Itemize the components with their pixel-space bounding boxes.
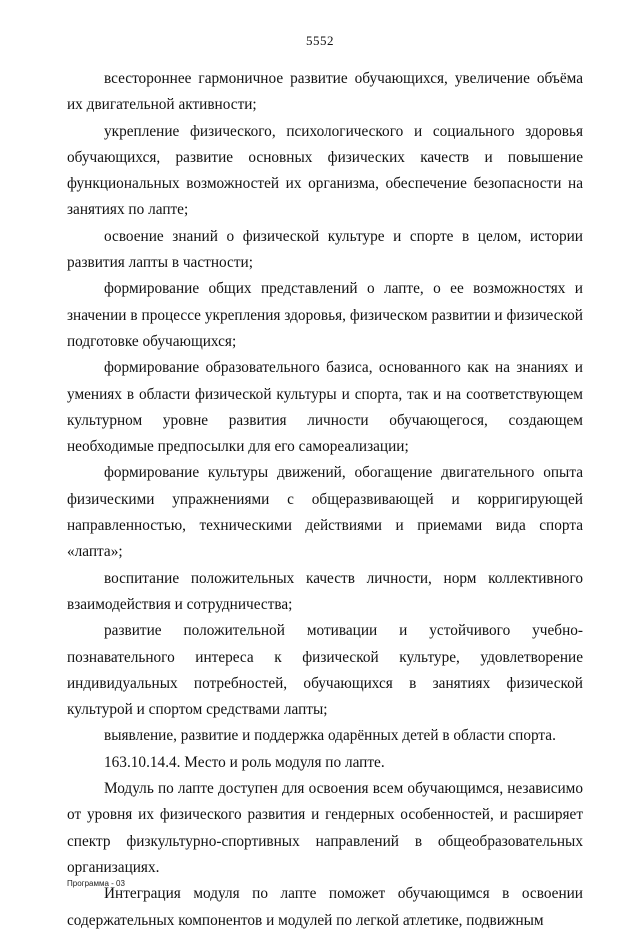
paragraph: формирование общих представлений о лапте, о ее возможностях и значении в процессе укрепления здоровья, физическом развитии и физической подготовке обучающихся;: [67, 280, 583, 350]
paragraph: развитие положительной мотивации и устойчивого учебно-познавательного интереса к физической культуре, удовлетворение индивидуальных потребностей, обучающихся в занятиях физической культурой и спортом средствами лапты;: [67, 622, 583, 719]
section-heading: 163.10.14.4. Место и роль модуля по лапте.: [104, 753, 385, 771]
paragraph: выявление, развитие и поддержка одарённых детей в области спорта.: [104, 727, 556, 745]
paragraph: Интеграция модуля по лапте поможет обучающимся в освоении содержательных компонентов и модулей по легкой атлетике, подвижным: [67, 885, 583, 929]
paragraph: укрепление физического, психологического и социального здоровья обучающихся, развитие основных физических качеств и повышение функциональных возможностей их организма, обеспечение безопасности на занятиях по лапте;: [67, 122, 583, 219]
paragraph: формирование образовательного базиса, основанного как на знаниях и умениях в области физической культуры и спорта, так и на соответствующем культурном уровне развития личности обучающегося, создающем необходимые предпосылки для его самореализации;: [67, 359, 583, 456]
paragraph: освоение знаний о физической культуре и спорте в целом, истории развития лапты в частности;: [67, 227, 583, 272]
body-text: [67, 66, 583, 934]
paragraph: всестороннее гармоничное развитие обучающихся, увеличение объёма их двигательной активности;: [67, 70, 583, 114]
paragraph: Модуль по лапте доступен для освоения всем обучающимся, независимо от уровня их физического развития и гендерных особенностей, и расширяет спектр физкультурно-спортивных направлений в общеобразовательных организациях.: [67, 780, 583, 876]
page-footer: Программа - 03: [67, 879, 125, 888]
paragraph: воспитание положительных качеств личности, норм коллективного взаимодействия и сотрудничества;: [67, 569, 583, 613]
paragraph: формирование культуры движений, обогащение двигательного опыта физическими упражнениями с общеразвивающей и корригирующей направленностью, техническими действиями и приемами вида спорта «лапта»;: [67, 464, 583, 561]
page-number: 5552: [306, 33, 334, 48]
